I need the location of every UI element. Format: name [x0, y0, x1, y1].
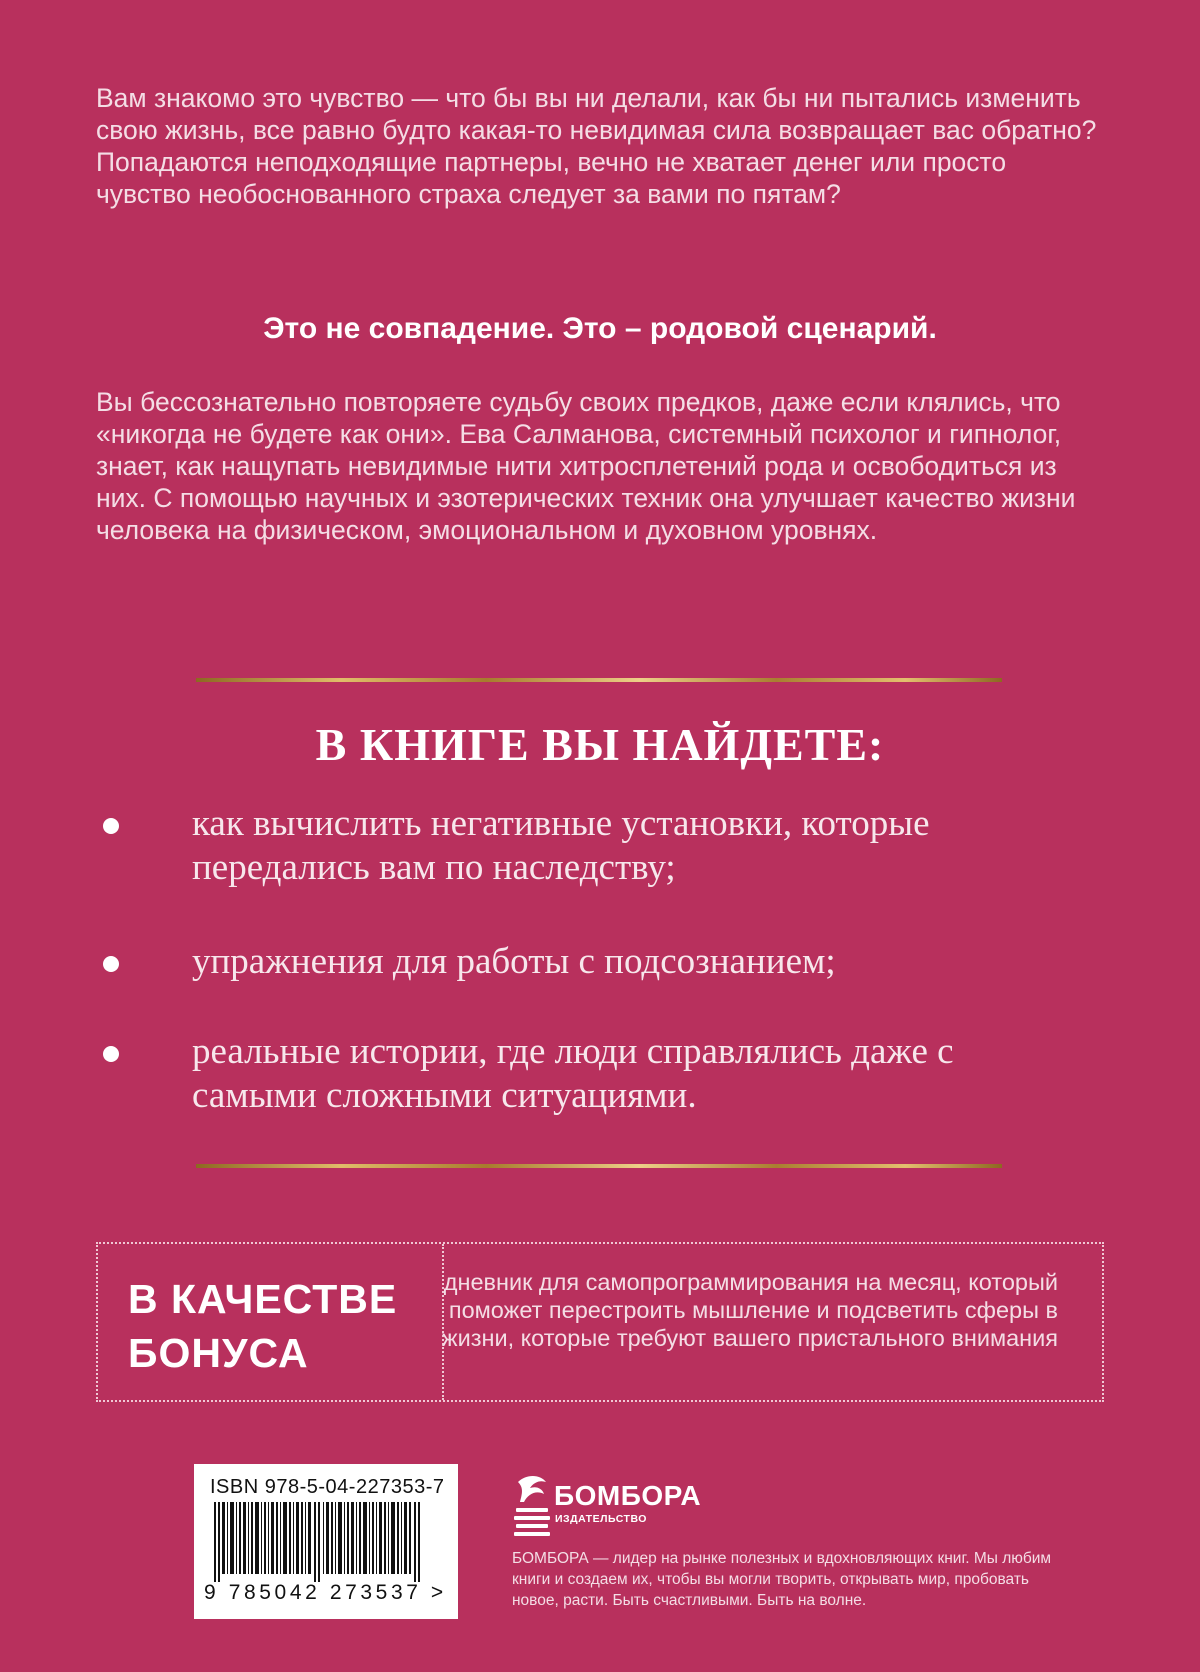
bonus-text: дневник для самопрограммирования на месяц, который поможет перестроить мышление и подсветить сферы в жизни, которые требуют вашего пристального внимания	[441, 1269, 1058, 1351]
bullet-dot	[103, 956, 119, 972]
gold-divider-top	[196, 678, 1002, 682]
list-item: как вычислить негативные установки, которые передались вам по наследству;	[192, 803, 930, 888]
publisher-description: БОМБОРА — лидер на рынке полезных и вдохновляющих книг. Мы любим книги и создаем их, чтобы вы могли творить, открывать мир, пробовать новое, расти. Быть счастливыми. Быть на волне.	[512, 1550, 1052, 1609]
bonus-box	[96, 1242, 1104, 1402]
gold-divider-bottom	[196, 1164, 1002, 1168]
bullet-dot	[103, 1046, 119, 1062]
list-item: упражнения для работы с подсознанием;	[192, 941, 836, 982]
bullet-dot	[103, 818, 119, 834]
barcode-digits: 9 785042 273537 >	[204, 1581, 447, 1604]
find-section-title: В КНИГЕ ВЫ НАЙДЕТЕ:	[315, 719, 885, 770]
description-paragraph: Вы бессознательно повторяете судьбу своих предков, даже если клялись, что «никогда не будете как они». Ева Салманова, системный психолог и гипнолог, знает, как нащупать невидимые нити хитросплетений рода и освободиться из них. С помощью научных и эзотерических техник она улучшает качество жизни человека на физическом, эмоциональном и духовном уровнях.	[96, 387, 1076, 545]
barcode-box	[194, 1464, 458, 1619]
publisher-name: БОМБОРА	[554, 1480, 702, 1511]
isbn-text: ISBN 978-5-04-227353-7	[210, 1476, 445, 1498]
publisher-subtitle: ИЗДАТЕЛЬСТВО	[555, 1513, 647, 1525]
barcode-graphic	[210, 1502, 442, 1582]
bombora-wave-logo-icon	[512, 1472, 552, 1540]
bonus-label: В КАЧЕСТВЕ БОНУСА	[128, 1276, 398, 1376]
headline: Это не совпадение. Это – родовой сценарий.	[263, 312, 937, 345]
list-item: реальные истории, где люди справлялись даже с самыми сложными ситуациями.	[192, 1031, 954, 1116]
intro-paragraph: Вам знакомо это чувство — что бы вы ни делали, как бы ни пытались изменить свою жизнь, все равно будто какая-то невидимая сила возвращает вас обратно? Попадаются неподходящие партнеры, вечно не хватает денег или просто чувство необоснованного страха следует за вами по пятам?	[96, 83, 1097, 209]
